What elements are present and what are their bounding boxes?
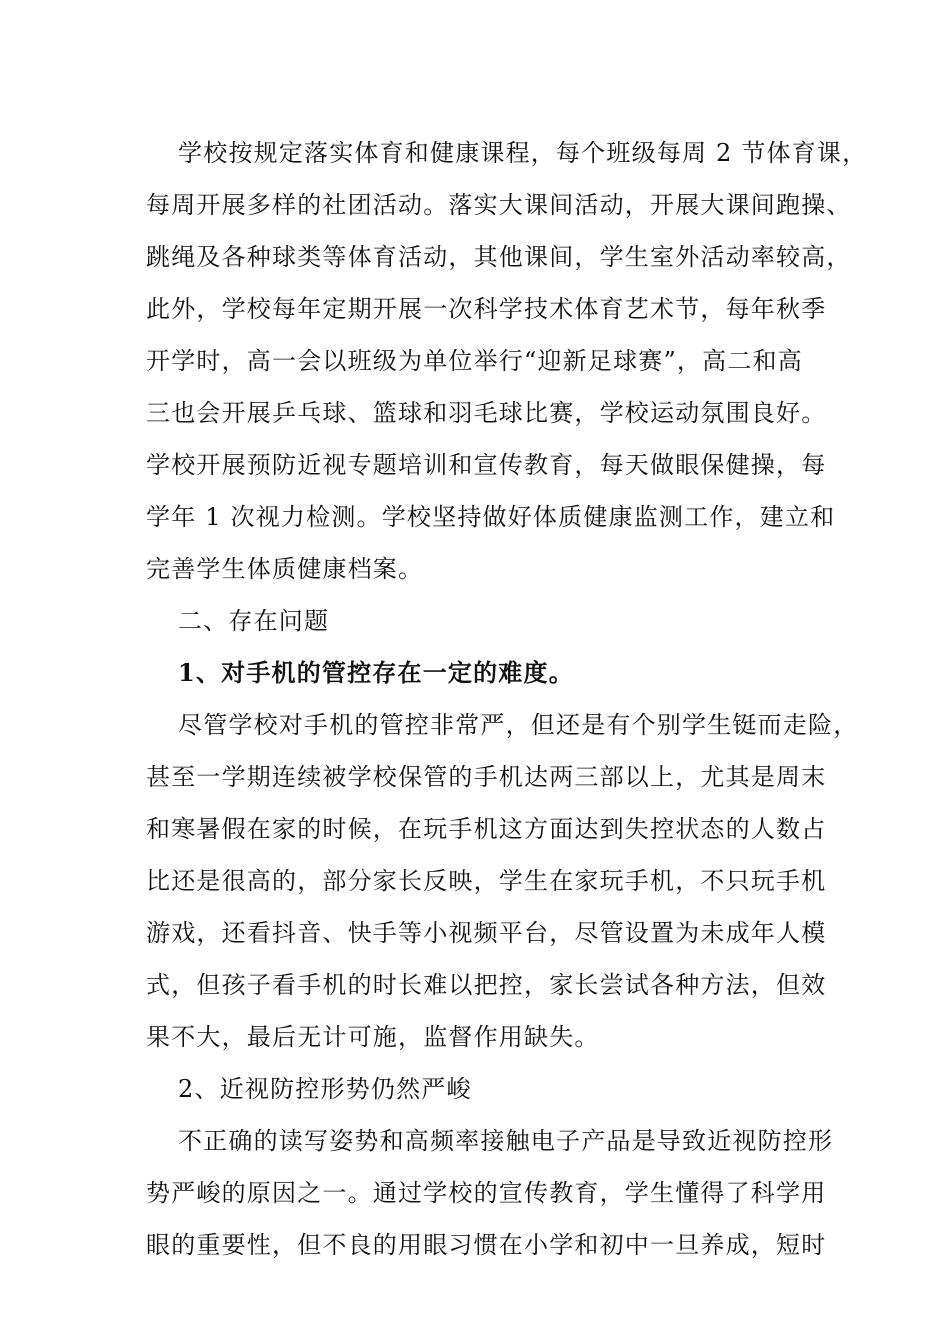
paragraph-line: 和寒暑假在家的时候，在玩手机这方面达到失控状态的人数占 [146, 815, 827, 843]
paragraph-line: 果不大，最后无计可施，监督作用缺失。 [146, 1023, 600, 1051]
paragraph-line: 完善学生体质健康档案。 [146, 555, 424, 583]
subsection-heading: 1、对手机的管控存在一定的难度。 [178, 658, 574, 687]
paragraph-line: 跳绳及各种球类等体育活动，其他课间，学生室外活动率较高， [146, 243, 852, 271]
paragraph-line: 比还是很高的，部分家长反映，学生在家玩手机，不只玩手机 [146, 867, 827, 895]
paragraph-line: 势严峻的原因之一。通过学校的宣传教育，学生懂得了科学用 [146, 1179, 827, 1207]
section-heading: 二、存在问题 [178, 607, 330, 635]
paragraph-line: 式，但孩子看手机的时长难以把控，家长尝试各种方法，但效 [146, 971, 827, 999]
paragraph-line: 学校开展预防近视专题培训和宣传教育，每天做眼保健操，每 [146, 451, 827, 479]
paragraph-line: 游戏，还看抖音、快手等小视频平台，尽管设置为未成年人模 [146, 919, 827, 947]
paragraph-line: 三也会开展乒乓球、篮球和羽毛球比赛，学校运动氛围良好。 [146, 399, 827, 427]
paragraph-line: 此外，学校每年定期开展一次科学技术体育艺术节，每年秋季 [146, 295, 827, 323]
paragraph-line: 开学时，高一会以班级为单位举行“迎新足球赛”，高二和高 [146, 347, 803, 375]
paragraph-line: 学校按规定落实体育和健康课程，每个班级每周 2 节体育课， [178, 139, 868, 167]
paragraph-line: 甚至一学期连续被学校保管的手机达两三部以上，尤其是周末 [146, 763, 827, 791]
subsection-heading: 2、近视防控形势仍然严峻 [178, 1075, 472, 1103]
paragraph-line: 每周开展多样的社团活动。落实大课间活动，开展大课间跑操、 [146, 191, 852, 219]
paragraph-line: 学年 1 次视力检测。学校坚持做好体质健康监测工作，建立和 [146, 503, 836, 531]
paragraph-line: 尽管学校对手机的管控非常严，但还是有个别学生铤而走险， [178, 711, 859, 739]
paragraph-line: 眼的重要性，但不良的用眼习惯在小学和初中一旦养成，短时 [146, 1231, 827, 1259]
paragraph-line: 不正确的读写姿势和高频率接触电子产品是导致近视防控形 [178, 1127, 834, 1155]
